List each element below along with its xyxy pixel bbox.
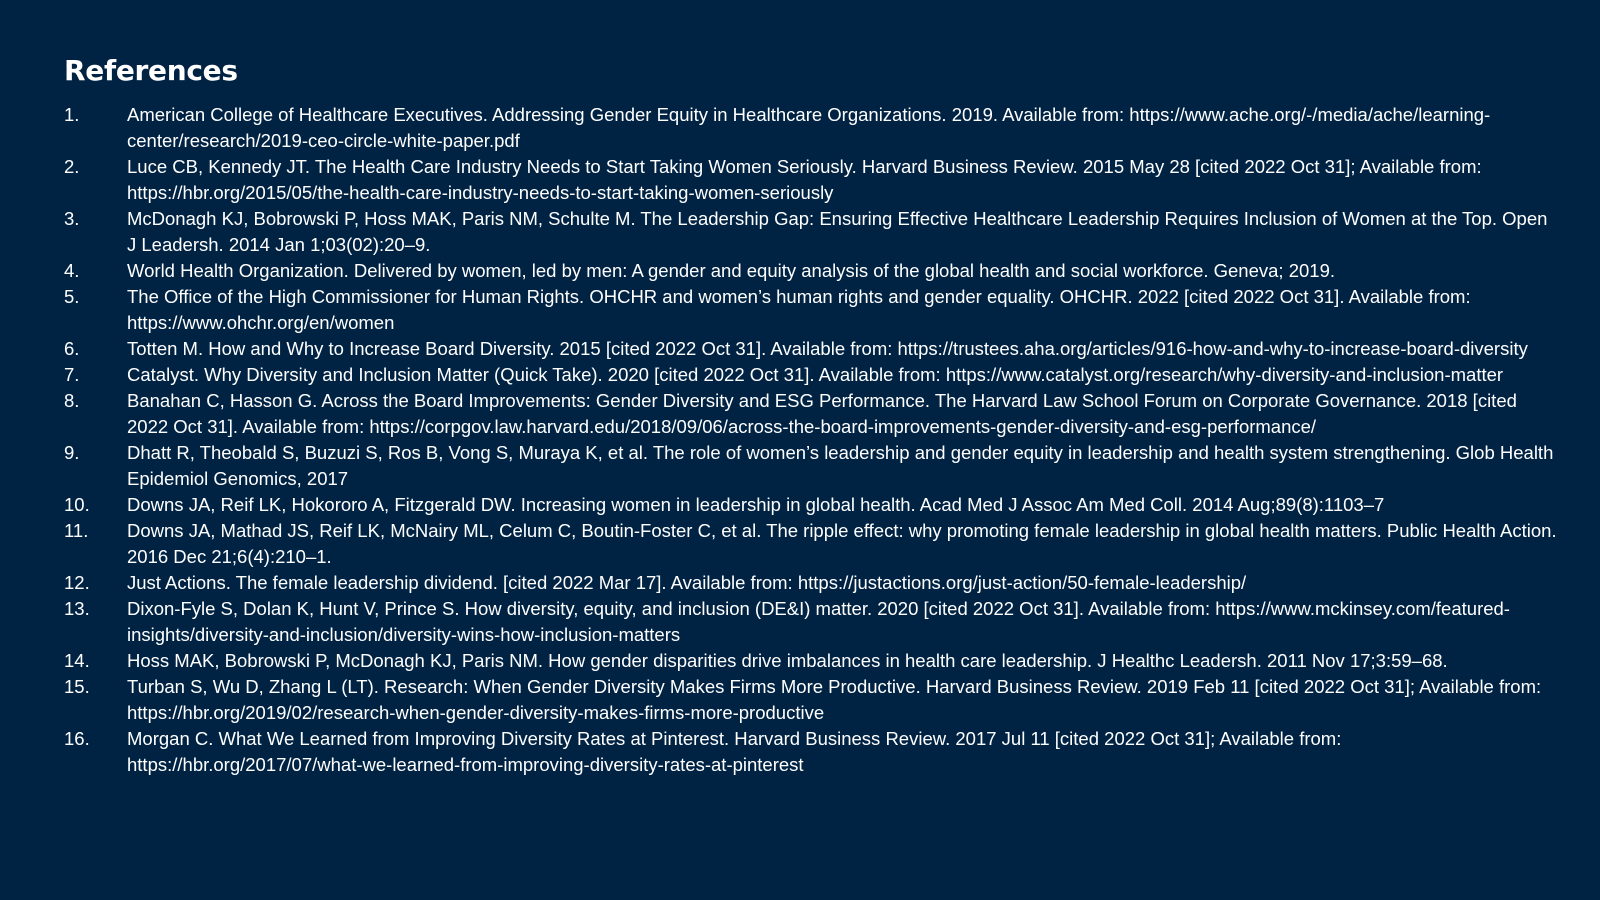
reference-text: Turban S, Wu D, Zhang L (LT). Research: When Gender Diversity Makes Firms More Productive. Harvard Business Review. 2019 Feb 11 [cited 2022 Oct 31]; Available from: https://hbr.org/2019/02/research-when-gender-diversity-makes-firms-more-productive — [127, 676, 1542, 723]
reference-number: 12. — [64, 572, 90, 593]
reference-number: 5. — [64, 286, 80, 307]
reference-number: 3. — [64, 208, 80, 229]
reference-number: 4. — [64, 260, 80, 281]
reference-text: Just Actions. The female leadership dividend. [cited 2022 Mar 17]. Available from: https://justactions.org/just-action/50-female-leadership/ — [127, 572, 1247, 593]
reference-text: World Health Organization. Delivered by women, led by men: A gender and equity analysis of the global health and social workforce. Geneva; 2019. — [127, 260, 1336, 281]
reference-number: 11. — [64, 520, 89, 541]
reference-text: Morgan C. What We Learned from Improving Diversity Rates at Pinterest. Harvard Business Review. 2017 Jul 11 [cited 2022 Oct 31]; Available from: https://hbr.org/2017/07/what-we-learned-from-improving-diversity-rates-at-pinterest — [127, 728, 1342, 775]
reference-number: 8. — [64, 390, 80, 411]
reference-item — [64, 258, 1560, 284]
reference-text: Downs JA, Mathad JS, Reif LK, McNairy ML, Celum C, Boutin-Foster C, et al. The ripple effect: why promoting female leadership in global health matters. Public Health Action. 2016 Dec 21;6(4):210–1. — [127, 520, 1557, 567]
reference-text: The Office of the High Commissioner for Human Rights. OHCHR and women’s human rights and gender equality. OHCHR. 2022 [cited 2022 Oct 31]. Available from: https://www.ohchr.org/en/women — [127, 286, 1471, 333]
reference-text: Luce CB, Kennedy JT. The Health Care Industry Needs to Start Taking Women Seriously. Harvard Business Review. 2015 May 28 [cited 2022 Oct 31]; Available from: https://hbr.org/2015/05/the-health-care-industry-needs-to-start-taking-women-seriously — [127, 156, 1482, 203]
reference-text: Catalyst. Why Diversity and Inclusion Matter (Quick Take). 2020 [cited 2022 Oct 31]. Available from: https://www.catalyst.org/research/why-diversity-and-inclusion-matter — [127, 364, 1504, 385]
reference-text: McDonagh KJ, Bobrowski P, Hoss MAK, Paris NM, Schulte M. The Leadership Gap: Ensuring Effective Healthcare Leadership Requires Inclusion of Women at the Top. Open J Leadersh. 2014 Jan 1;03(02):20–9. — [127, 208, 1548, 255]
reference-number: 14. — [64, 650, 90, 671]
reference-number: 1. — [64, 104, 80, 125]
reference-item — [64, 388, 1560, 440]
reference-item — [64, 570, 1560, 596]
reference-text: American College of Healthcare Executives. Addressing Gender Equity in Healthcare Organizations. 2019. Available from: https://www.ache.org/-/media/ache/learning-center/research/2019-ceo-circle-white-paper.pdf — [127, 104, 1491, 151]
reference-number: 2. — [64, 156, 80, 177]
reference-number: 10. — [64, 494, 90, 515]
reference-number: 9. — [64, 442, 80, 463]
reference-item — [64, 284, 1560, 336]
reference-item — [64, 648, 1560, 674]
reference-item — [64, 362, 1560, 388]
reference-item — [64, 492, 1560, 518]
reference-item — [64, 726, 1560, 778]
reference-item — [64, 674, 1560, 726]
reference-list — [64, 102, 1560, 778]
reference-number: 6. — [64, 338, 80, 359]
reference-item — [64, 154, 1560, 206]
reference-number: 13. — [64, 598, 90, 619]
reference-text: Dhatt R, Theobald S, Buzuzi S, Ros B, Vong S, Muraya K, et al. The role of women’s leadership and gender equity in leadership and health system strengthening. Glob Health Epidemiol Genomics, 2017 — [127, 442, 1554, 489]
reference-number: 7. — [64, 364, 80, 385]
reference-text: Totten M. How and Why to Increase Board Diversity. 2015 [cited 2022 Oct 31]. Available from: https://trustees.aha.org/articles/916-how-and-why-to-increase-board-diversity — [127, 338, 1528, 359]
reference-text: Hoss MAK, Bobrowski P, McDonagh KJ, Paris NM. How gender disparities drive imbalances in health care leadership. J Healthc Leadersh. 2011 Nov 17;3:59–68. — [127, 650, 1448, 671]
reference-item — [64, 596, 1560, 648]
reference-number: 16. — [64, 728, 90, 749]
reference-item — [64, 206, 1560, 258]
reference-text: Dixon-Fyle S, Dolan K, Hunt V, Prince S. How diversity, equity, and inclusion (DE&I) matter. 2020 [cited 2022 Oct 31]. Available from: https://www.mckinsey.com/featured-insights/diversity-and-inclusion/diversity-wins-how-inclusion-matters — [127, 598, 1510, 645]
slide-title: References — [64, 54, 238, 87]
reference-item — [64, 336, 1560, 362]
reference-text: Downs JA, Reif LK, Hokororo A, Fitzgerald DW. Increasing women in leadership in global health. Acad Med J Assoc Am Med Coll. 2014 Aug;89(8):1103–7 — [127, 494, 1385, 515]
reference-item — [64, 518, 1560, 570]
reference-text: Banahan C, Hasson G. Across the Board Improvements: Gender Diversity and ESG Performance. The Harvard Law School Forum on Corporate Governance. 2018 [cited 2022 Oct 31]. Available from: https://corpgov.law.harvard.edu/2018/09/06/across-the-board-improvements-gender-diversity-and-esg-performance/ — [127, 390, 1517, 437]
reference-number: 15. — [64, 676, 90, 697]
reference-item — [64, 440, 1560, 492]
reference-item — [64, 102, 1560, 154]
